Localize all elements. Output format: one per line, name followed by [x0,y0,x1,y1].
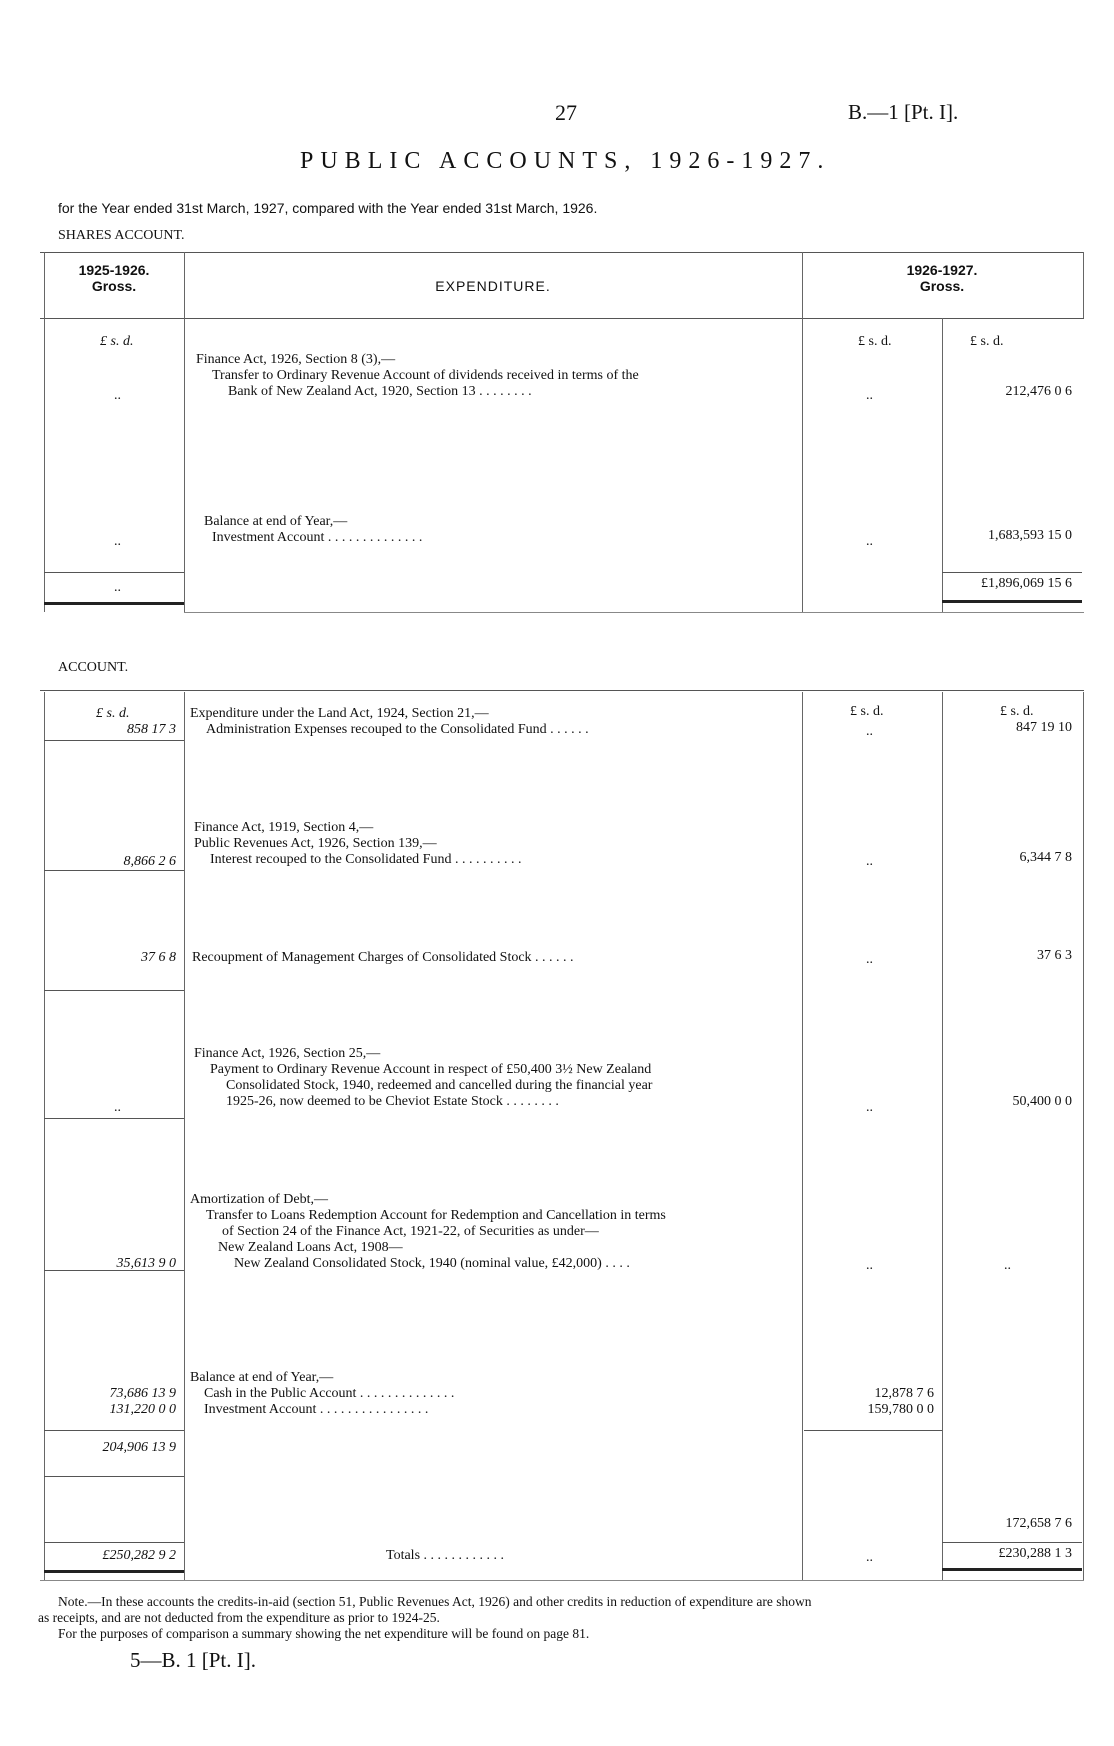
r6-left-cash: 73,686 13 9 [109,1386,176,1401]
r6-left-investment: 131,220 0 0 [109,1402,176,1417]
page-number: 27 [555,100,577,125]
r2-desc: Finance Act, 1919, Section 4,— Public Revenues Act, 1926, Section 139,— Interest recouped to the Consolidated Fund . . . . . . . . . . [194,820,522,867]
totals-mid: .. [866,1550,873,1565]
r5-left-amount: 35,613 9 0 [116,1256,176,1271]
shares-total-amount: £1,896,069 15 6 [981,576,1072,591]
account-section-title: ACCOUNT. [58,660,129,675]
r3-mid: .. [866,952,873,967]
units-mid: £ s. d. [858,334,892,349]
r1-amount: 847 19 10 [1016,720,1072,735]
r3-amount: 37 6 3 [1037,948,1072,963]
r4-amount: 50,400 0 0 [1012,1094,1072,1109]
account-units-mid: £ s. d. [850,704,884,719]
r2-amount: 6,344 7 8 [1019,850,1072,865]
r3-left-amount: 37 6 8 [141,950,176,965]
r1-mid: .. [866,724,873,739]
r6-amount: 172,658 7 6 [1005,1516,1072,1531]
note-line-1: Note.—In these accounts the credits-in-aid (section 51, Public Revenues Act, 1926) and other credits in reduction of expenditure are shown [58,1594,812,1609]
r6-left-subtotal: 204,906 13 9 [102,1440,176,1455]
signature-mark: 5—B. 1 [Pt. I]. [130,1648,256,1672]
r5-desc: Amortization of Debt,— Transfer to Loans Redemption Account for Redemption and Cancellation in terms of Section 24 of the Finance Act, 1921-22, of Securities as under— New Zealand Loans Act, 1908— New Zealand Consolidated Stock, 1940 (nominal value, £42,000) . . . . [190,1192,666,1271]
shares-row2-amount: 1,683,593 15 0 [988,528,1072,543]
account-units-right: £ s. d. [1000,704,1034,719]
r4-left: .. [114,1100,121,1115]
totals-label: Totals . . . . . . . . . . . . [386,1548,505,1563]
page-title: PUBLIC ACCOUNTS, 1926-1927. [300,148,831,174]
col-1925-header: 1925-1926. Gross. [78,262,150,294]
r2-left-amount: 8,866 2 6 [123,854,176,869]
account-units-left: £ s. d. [96,706,130,721]
shares-row1-mid: .. [866,388,873,403]
note-line-3: For the purposes of comparison a summary showing the net expenditure will be found on page 81. [58,1626,590,1641]
totals-left: £250,282 9 2 [102,1548,176,1563]
r1-desc: Expenditure under the Land Act, 1924, Section 21,— Administration Expenses recouped to the Consolidated Fund . . . . . . [190,706,589,737]
r1-left-amount: 858 17 3 [127,722,176,737]
r6-mid-cash: 12,878 7 6 [874,1386,934,1401]
shares-row1-desc: Finance Act, 1926, Section 8 (3),— Transfer to Ordinary Revenue Account of dividends received in terms of the Bank of New Zealand Act, 1920, Section 13 . . . . . . . . [196,352,639,399]
shares-row2-desc: Balance at end of Year,— Investment Account . . . . . . . . . . . . . . [204,514,423,545]
shares-row1-amount: 212,476 0 6 [1005,384,1072,399]
page-subtitle: for the Year ended 31st March, 1927, compared with the Year ended 31st March, 1926. [58,200,598,216]
r6-mid-investment: 159,780 0 0 [867,1402,934,1417]
totals-amount: £230,288 1 3 [998,1546,1072,1561]
document-reference: B.—1 [Pt. I]. [848,100,959,124]
r6-desc: Balance at end of Year,— Cash in the Public Account . . . . . . . . . . . . . . Investment Account . . . . . . . . . . . . . . . . [190,1370,455,1417]
units-left: £ s. d. [100,334,134,349]
r4-desc: Finance Act, 1926, Section 25,— Payment to Ordinary Revenue Account in respect of £50,400 3½ New Zealand Consolidated Stock, 1940, redeemed and cancelled during the financial year 1925-26, now deemed to be Cheviot Estate Stock . . . . . . . . [194,1046,653,1109]
units-right: £ s. d. [970,334,1004,349]
shares-row1-left: .. [114,388,121,403]
shares-section-title: SHARES ACCOUNT. [58,228,185,243]
r3-desc: Recoupment of Management Charges of Consolidated Stock . . . . . . [192,950,574,965]
shares-row2-mid: .. [866,534,873,549]
shares-row2-left: .. [114,534,121,549]
r5-amount: .. [1004,1258,1011,1273]
col-1926-header: 1926-1927. Gross. [906,262,978,294]
r5-mid: .. [866,1258,873,1273]
r2-mid: .. [866,854,873,869]
shares-total-left: .. [114,580,121,595]
r4-mid: .. [866,1100,873,1115]
note-line-2: as receipts, and are not deducted from the expenditure as prior to 1924-25. [38,1610,440,1625]
col-expenditure-header: EXPENDITURE. [435,278,551,294]
